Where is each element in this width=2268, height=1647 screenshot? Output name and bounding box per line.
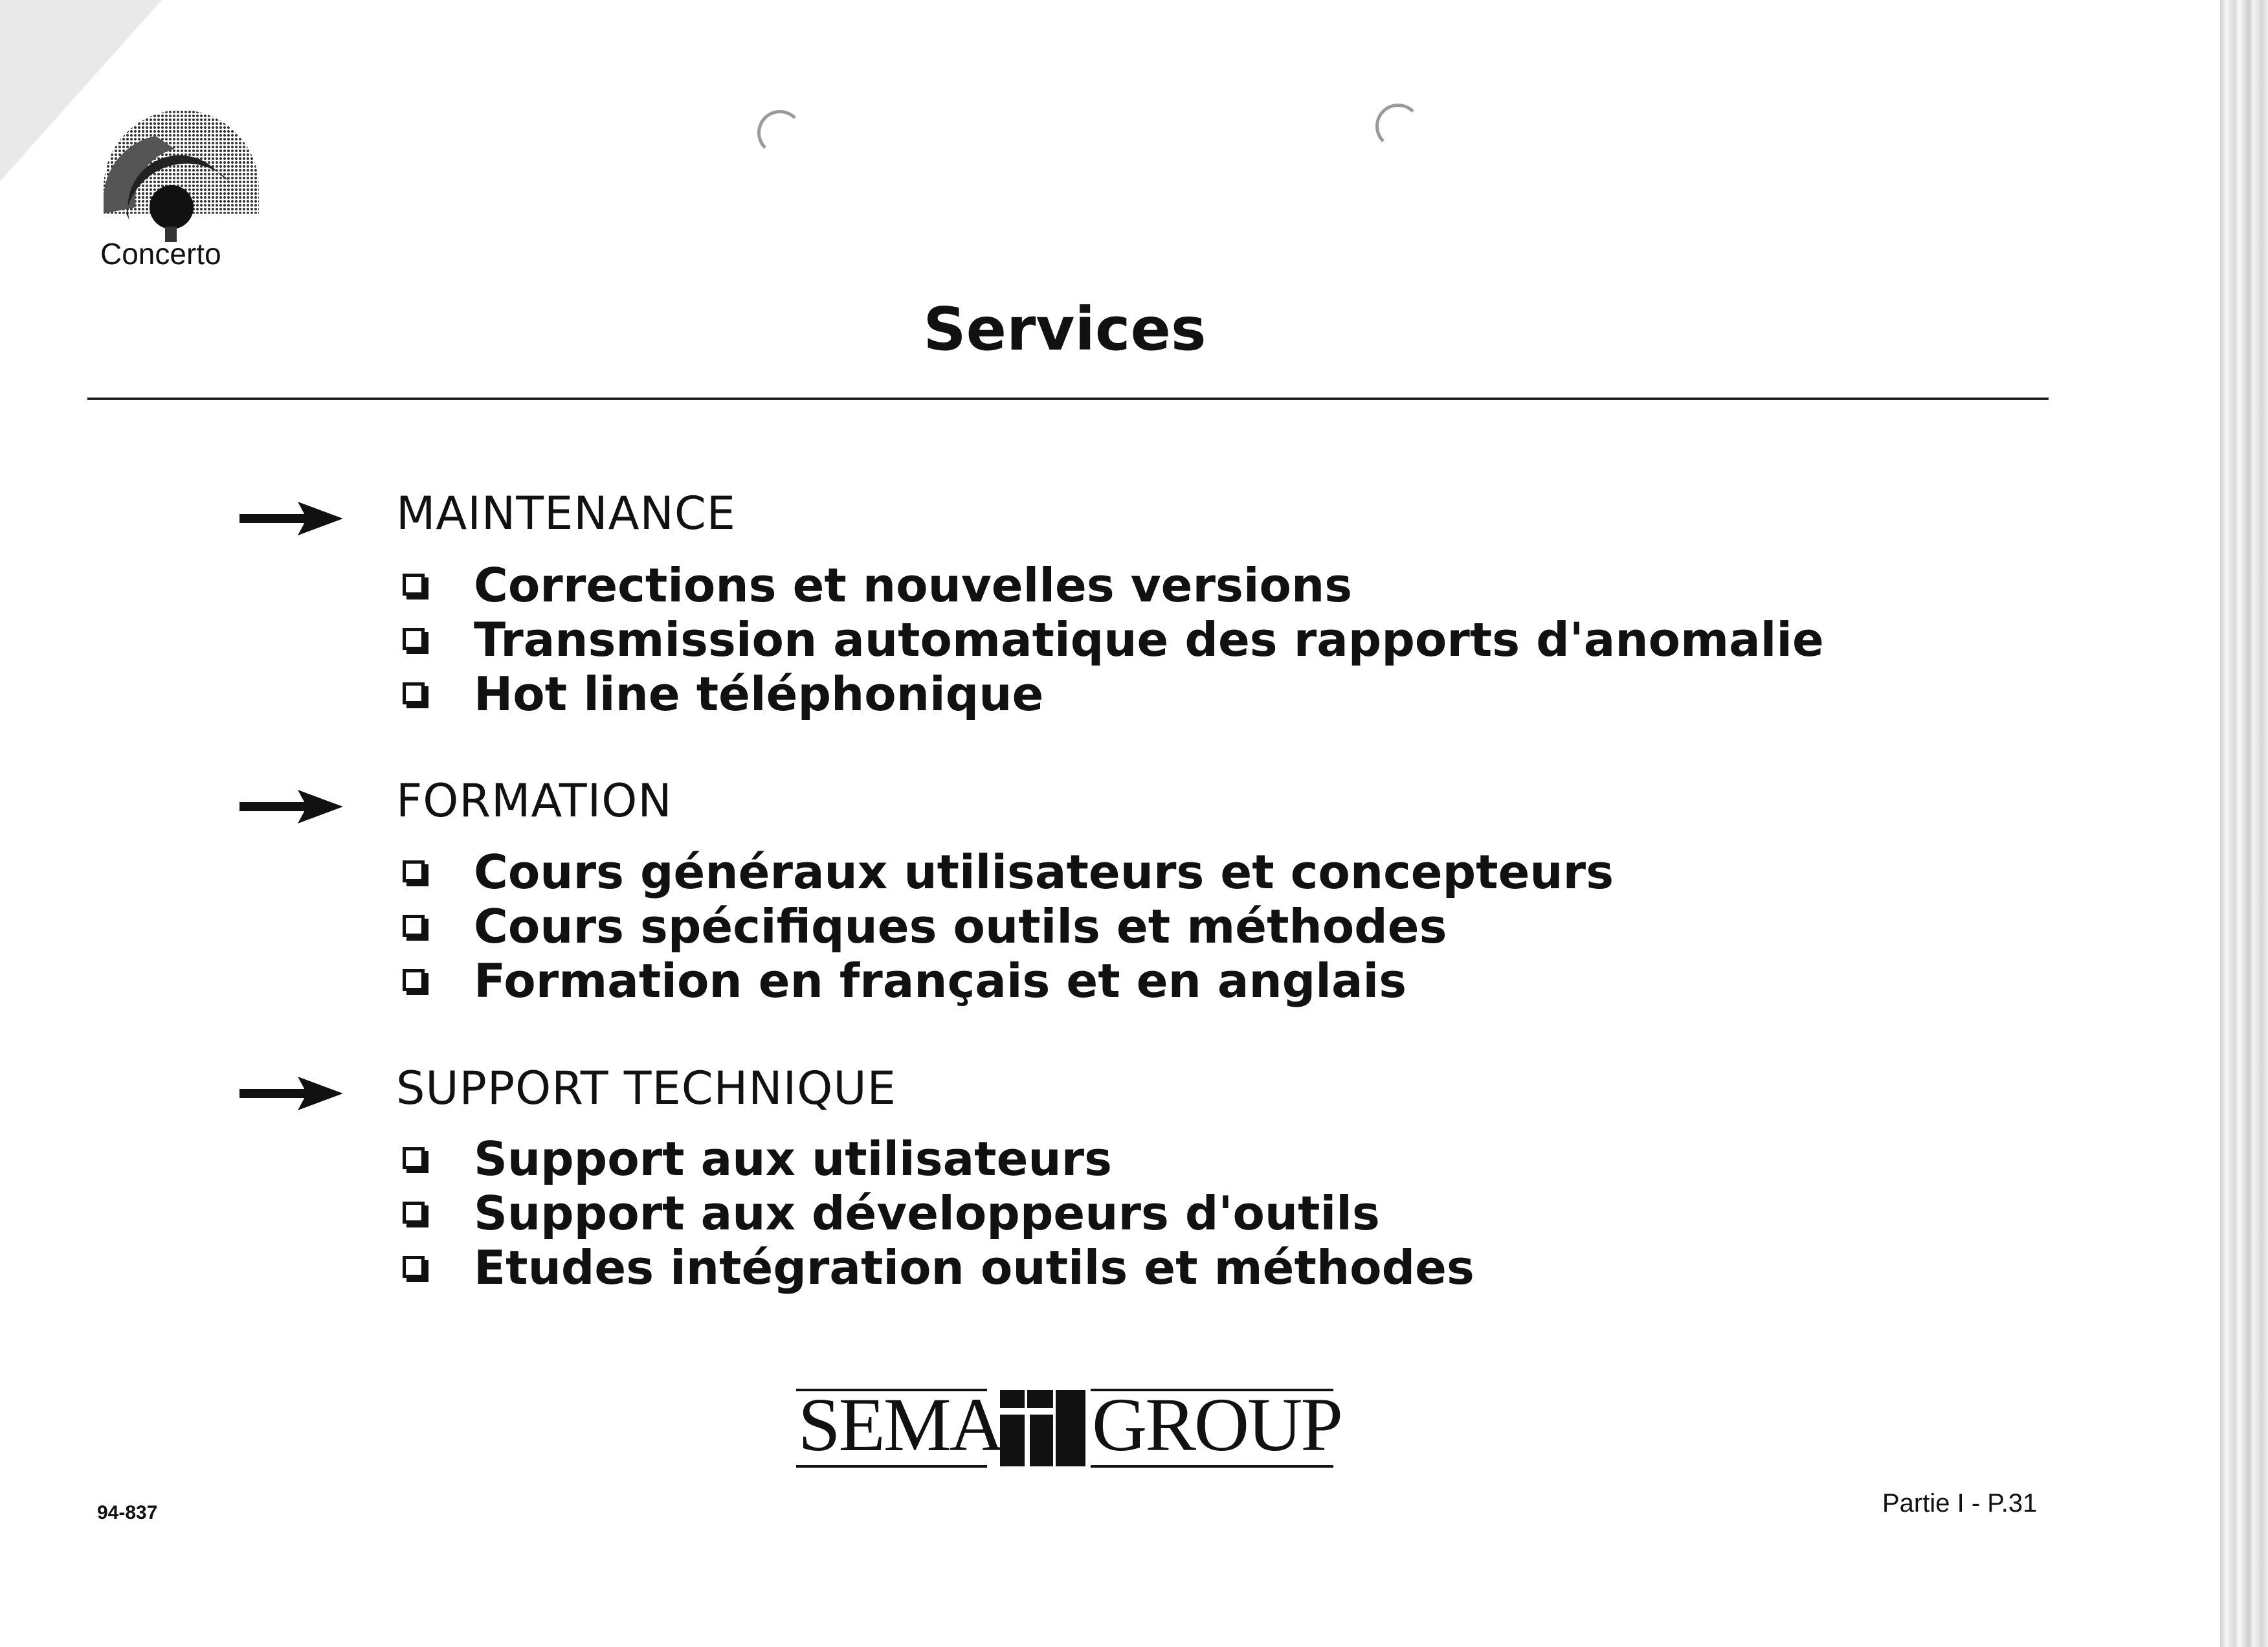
document-code: 94-837 <box>97 1502 158 1523</box>
page-title: Services <box>923 295 1206 364</box>
checkbox-bullet-icon <box>403 1202 425 1224</box>
list-item-text: Corrections et nouvelles versions <box>474 558 1353 612</box>
list-item-text: Formation en français et en anglais <box>474 954 1407 1008</box>
checkbox-bullet-icon <box>403 682 425 704</box>
checkbox-bullet-icon <box>403 628 425 650</box>
checkbox-bullet-icon <box>403 915 425 937</box>
section-heading: FORMATION <box>396 774 673 827</box>
checkbox-bullet-icon <box>403 1147 425 1169</box>
section-heading: SUPPORT TECHNIQUE <box>396 1062 896 1115</box>
list-item-text: Support aux utilisateurs <box>474 1132 1113 1186</box>
checkbox-bullet-icon <box>403 1256 425 1278</box>
checkbox-bullet-icon <box>403 969 425 991</box>
checkbox-bullet-icon <box>403 574 425 596</box>
arrow-icon <box>239 787 343 825</box>
list-item-text: Cours généraux utilisateurs et concepteurs <box>474 845 1614 899</box>
stacked-page-edges <box>2220 0 2268 1647</box>
logo-label: Concerto <box>100 237 221 271</box>
arrow-icon <box>239 1073 343 1112</box>
list-item-text: Cours spécifiques outils et méthodes <box>474 899 1447 954</box>
brand-group: GROUP <box>1092 1382 1341 1467</box>
section-heading: MAINTENANCE <box>396 487 736 540</box>
sema-group-logo <box>793 1382 1341 1473</box>
page-reference: Partie I - P.31 <box>1882 1489 2038 1518</box>
list-item-text: Etudes intégration outils et méthodes <box>474 1240 1474 1295</box>
list-item-text: Support aux développeurs d'outils <box>474 1186 1380 1240</box>
list-item-text: Transmission automatique des rapports d'anomalie <box>474 612 1824 667</box>
arrow-icon <box>239 499 343 537</box>
checkbox-bullet-icon <box>403 860 425 882</box>
punch-hole-right <box>1375 104 1421 149</box>
title-divider <box>87 398 2049 400</box>
list-item-text: Hot line téléphonique <box>474 667 1044 721</box>
brand-sema: SEMA <box>798 1382 1003 1467</box>
punch-hole-left <box>757 110 803 155</box>
